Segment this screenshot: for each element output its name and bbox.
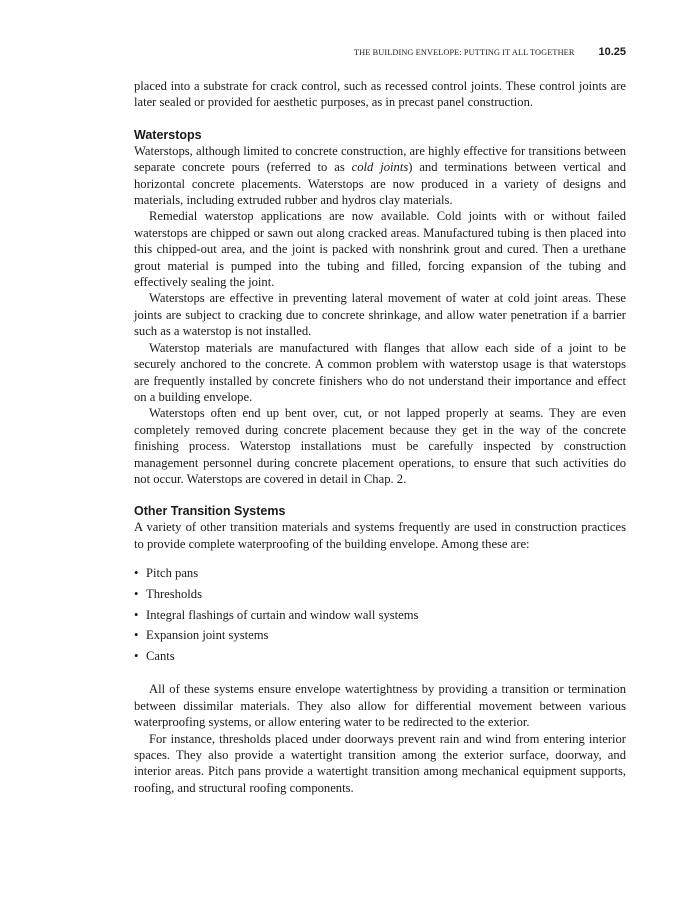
page-number: 10.25 (598, 46, 626, 58)
waterstops-paragraph-2: Remedial waterstop applications are now available. Cold joints with or without failed waterstops are chipped or sawn out along cracked areas. Manufactured tubing is then placed into this chipped-out area, and the joint is packed with nonshrink grout and cured. Then a urethane grout material is pumped into the tubing and filled, forcing expansion of the tubing and effectively sealing the joint. (134, 209, 626, 290)
list-item (134, 627, 626, 643)
waterstops-p1-text-b: ) and terminations between vertical and horizontal concrete placements. Waterstops are now produced in a variety of designs and materials, including extruded rubber and hydros clay materials. (134, 160, 626, 208)
page-body (134, 78, 626, 796)
bullet-icon: • (134, 648, 139, 663)
waterstops-paragraph-3: Waterstops are effective in preventing lateral movement of water at cold joint areas. These joints are subject to cracking due to concrete shrinkage, and allow water penetration if a barrier such as a waterstop is not installed. (134, 291, 626, 339)
waterstops-paragraph-4: Waterstop materials are manufactured with flanges that allow each side of a joint to be securely anchored to the concrete. A common problem with waterstop usage is that waterstops are frequently installed by concrete finishers who do not understand their importance and effect on a building envelope. (134, 340, 626, 404)
running-header (134, 46, 626, 58)
list-item-text: Pitch pans (146, 566, 199, 581)
waterstops-p1-text-a: Waterstops, although limited to concrete construction, are highly effective for transitions between separate concrete pours (referred to as (134, 143, 626, 175)
list-item-text: Expansion joint systems (146, 628, 269, 643)
section-heading-other-transition-systems: Other Transition Systems (134, 504, 286, 519)
list-item-text: Thresholds (146, 586, 202, 601)
list-item (134, 648, 626, 664)
running-header-title: THE BUILDING ENVELOPE: PUTTING IT ALL TOGETHER (354, 48, 575, 57)
list-item-text: Integral flashings of curtain and window wall systems (146, 607, 419, 622)
waterstops-paragraph-5: Waterstops often end up bent over, cut, or not lapped properly at seams. They are even completely removed during concrete placement because they get in the way of the concrete finishing process. Waterstop installations must be carefully inspected by construction management personnel during concrete placement operations, to ensure that such activities do not occur. Waterstops are covered in detail in Chap. 2. (134, 406, 626, 486)
transition-systems-list (134, 565, 626, 664)
bullet-icon: • (134, 566, 139, 581)
list-item-text: Cants (146, 648, 175, 663)
other-transition-paragraph-3: For instance, thresholds placed under doorways prevent rain and wind from entering interior spaces. They also provide a watertight transition among the exterior surface, doorway, and interior areas. Pitch pans provide a watertight transition among mechanical equipment supports, roofing, and structural roofing components. (134, 731, 626, 795)
other-transition-paragraph-2: All of these systems ensure envelope watertightness by providing a transition or termination between dissimilar materials. They also allow for differential movement between various waterproofing systems, or allow entering water to be redirected to the exterior. (134, 682, 626, 730)
bullet-icon: • (134, 586, 139, 601)
bullet-icon: • (134, 607, 139, 622)
waterstops-paragraph-1 (134, 143, 626, 209)
bullet-icon: • (134, 628, 139, 643)
list-item (134, 565, 626, 581)
list-item (134, 607, 626, 623)
intro-paragraph: placed into a substrate for crack control, such as recessed control joints. These control joints are later sealed or provided for aesthetic purposes, as in precast panel construction. (134, 79, 626, 110)
waterstops-p1-italic-term: cold joints (351, 160, 409, 175)
list-item (134, 586, 626, 602)
other-transition-paragraph-1: A variety of other transition materials and systems frequently are used in construction practices to provide complete waterproofing of the building envelope. Among these are: (134, 520, 626, 551)
section-heading-waterstops: Waterstops (134, 127, 202, 142)
